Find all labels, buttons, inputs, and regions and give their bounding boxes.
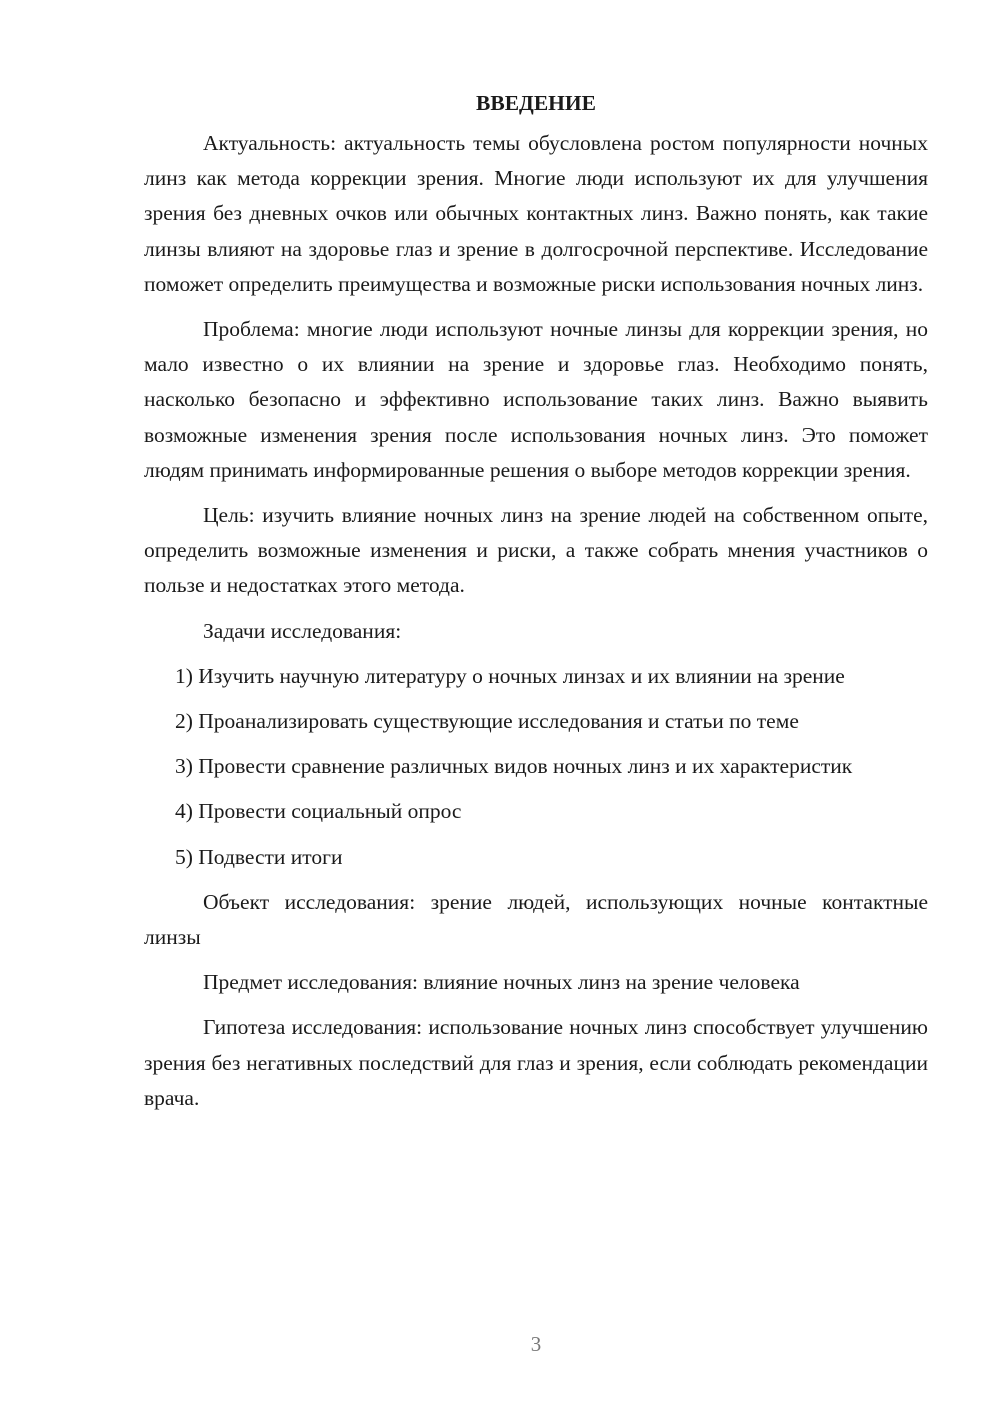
paragraph-object: Объект исследования: зрение людей, использующих ночные контактные линзы [144,889,928,950]
task-item-4: 4) Провести социальный опрос [175,799,462,824]
document-page [144,88,928,1126]
tasks-title: Задачи исследования: [203,618,402,643]
task-item-5: 5) Подвести итоги [175,844,343,869]
paragraph-subject: Предмет исследования: влияние ночных линз на зрение человека [203,970,800,995]
paragraph-hypothesis: Гипотеза исследования: использование ночных линз способствует улучшению зрения без негативных последствий для глаз и зрения, если соблюдать рекомендации врача. [144,1015,928,1110]
paragraph-goal: Цель: изучить влияние ночных линз на зрение людей на собственном опыте, определить возможные изменения и риски, а также собрать мнения участников о пользе и недостатках этого метода. [144,503,928,598]
paragraph-problem: Проблема: многие люди используют ночные линзы для коррекции зрения, но мало известно о их влиянии на зрение и здоровье глаз. Необходимо понять, насколько безопасно и эффективно использование таких линз. Важно выявить возможные изменения зрения после использования ночных линз. Это поможет людям принимать информированные решения о выборе методов коррекции зрения. [144,317,928,482]
paragraph-relevance: Актуальность: актуальность темы обусловлена ростом популярности ночных линз как метода коррекции зрения. Многие люди используют их для улучшения зрения без дневных очков или обычных контактных линз. Важно понять, как такие линзы влияют на здоровье глаз и зрение в долгосрочной перспективе. Исследование поможет определить преимущества и возможные риски использования ночных линз. [144,131,928,296]
document-heading: ВВЕДЕНИЕ [476,91,596,115]
task-item-1: 1) Изучить научную литературу о ночных линзах и их влиянии на зрение [175,663,845,688]
task-item-3: 3) Провести сравнение различных видов ночных линз и их характеристик [175,754,853,779]
task-item-2: 2) Проанализировать существующие исследования и статьи по теме [175,709,799,734]
page-number: 3 [530,1332,542,1356]
